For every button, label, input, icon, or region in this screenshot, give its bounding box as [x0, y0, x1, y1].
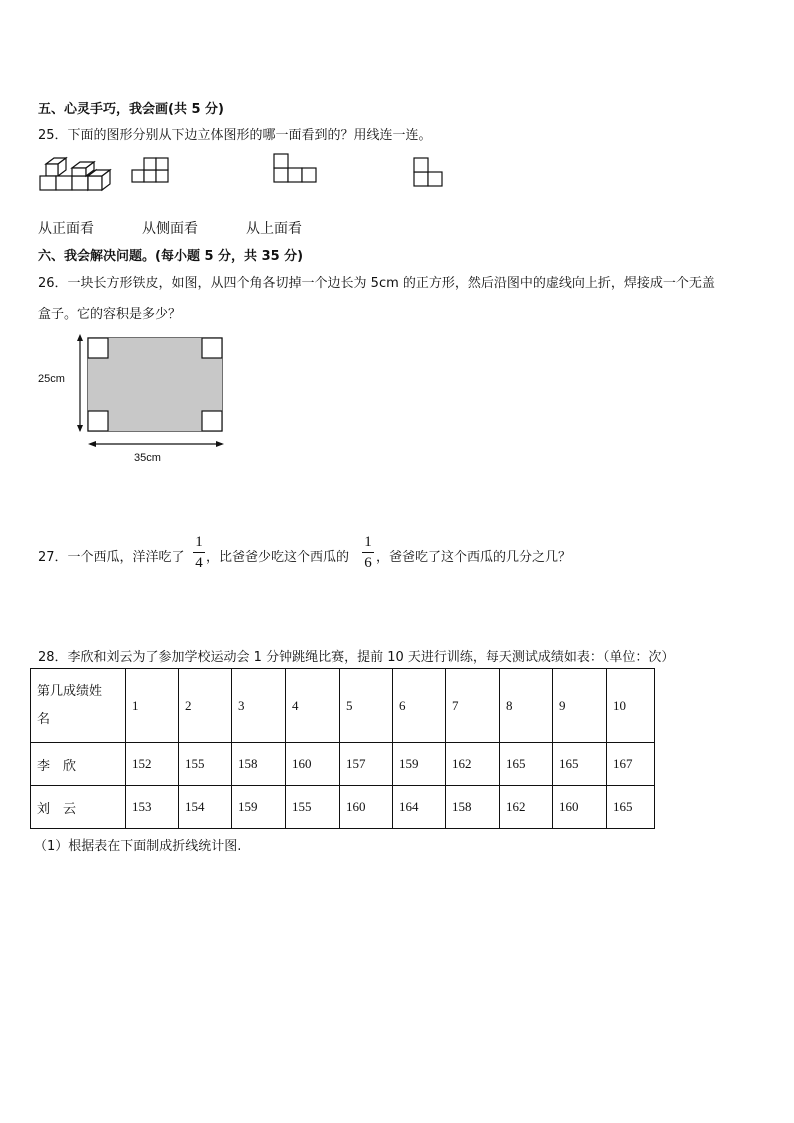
question-27-part2: ，比爸爸少吃这个西瓜的 [206, 550, 350, 565]
corner-square-tr [202, 338, 222, 358]
question-28: 28．李欣和刘云为了参加学校运动会 1 分钟跳绳比赛，提前 10 天进行训练，每天测试成绩如表：（单位：次） [38, 650, 675, 665]
day-header: 10 [607, 669, 655, 743]
table-cell: 165 [607, 786, 655, 829]
width-label: 35cm [134, 452, 161, 464]
q25-figures [36, 150, 456, 210]
day-header: 1 [126, 669, 179, 743]
view-figure-a [132, 158, 168, 182]
table-cell: 154 [179, 786, 232, 829]
fraction-one-quarter [192, 533, 206, 572]
corner-square-bl [88, 411, 108, 431]
day-header: 4 [286, 669, 340, 743]
section6-heading: 六、我会解决问题。(每小题 5 分，共 35 分) [38, 249, 304, 264]
question-26-line1: 26．一块长方形铁皮，如图，从四个角各切掉一个边长为 5cm 的正方形，然后沿图中的虚线向上折，焊接成一个无盖 [38, 276, 715, 291]
height-label: 25cm [38, 373, 65, 385]
table-cell: 158 [446, 786, 500, 829]
fraction-denominator: 6 [364, 555, 372, 571]
table-cell: 153 [126, 786, 179, 829]
question-27-part1: 27．一个西瓜，洋洋吃了 [38, 550, 185, 565]
table-cell: 155 [286, 786, 340, 829]
view-label-top: 从上面看 [246, 221, 302, 237]
table-cell: 155 [179, 743, 232, 786]
corner-square-tl [88, 338, 108, 358]
table-row [31, 786, 655, 829]
view-figure-b [274, 154, 316, 182]
table-cell: 162 [500, 786, 553, 829]
q26-figure [70, 332, 240, 432]
section5-heading: 五、心灵手巧，我会画(共 5 分) [38, 102, 224, 117]
table-cell: 160 [340, 786, 393, 829]
view-label-front: 从正面看 [38, 221, 94, 237]
question-28-sub1: （1）根据表在下面制成折线统计图. [34, 839, 242, 854]
day-header: 3 [232, 669, 286, 743]
table-cell: 158 [232, 743, 286, 786]
day-header: 8 [500, 669, 553, 743]
day-header: 5 [340, 669, 393, 743]
day-header: 9 [553, 669, 607, 743]
view-figure-c [414, 158, 442, 186]
fraction-denominator: 4 [195, 555, 203, 571]
score-table [30, 668, 655, 829]
day-header: 6 [393, 669, 446, 743]
solid-figure [40, 158, 110, 190]
table-header-row [31, 669, 655, 743]
table-cell: 159 [232, 786, 286, 829]
table-cell: 162 [446, 743, 500, 786]
table-corner-cell [31, 669, 126, 743]
table-cell: 160 [286, 743, 340, 786]
fraction-one-sixth [361, 533, 375, 572]
row-name: 刘 云 [31, 786, 126, 829]
view-label-side: 从侧面看 [142, 221, 198, 237]
table-cell: 164 [393, 786, 446, 829]
table-cell: 167 [607, 743, 655, 786]
table-cell: 160 [553, 786, 607, 829]
corner-line1: 第几成绩姓 [37, 683, 103, 699]
table-cell: 159 [393, 743, 446, 786]
width-arrow [88, 438, 224, 450]
table-cell: 165 [500, 743, 553, 786]
fraction-numerator: 1 [195, 534, 203, 550]
day-header: 2 [179, 669, 232, 743]
question-25: 25．下面的图形分别从下边立体图形的哪一面看到的？用线连一连。 [38, 128, 432, 143]
question-26-line2: 盒子。它的容积是多少？ [38, 307, 182, 322]
corner-square-br [202, 411, 222, 431]
table-cell: 165 [553, 743, 607, 786]
corner-line2: 名 [37, 711, 51, 727]
table-row [31, 743, 655, 786]
row-name: 李 欣 [31, 743, 126, 786]
table-cell: 157 [340, 743, 393, 786]
table-cell: 152 [126, 743, 179, 786]
fraction-numerator: 1 [364, 534, 372, 550]
question-27-part3: ，爸爸吃了这个西瓜的几分之几？ [376, 550, 572, 565]
day-header: 7 [446, 669, 500, 743]
